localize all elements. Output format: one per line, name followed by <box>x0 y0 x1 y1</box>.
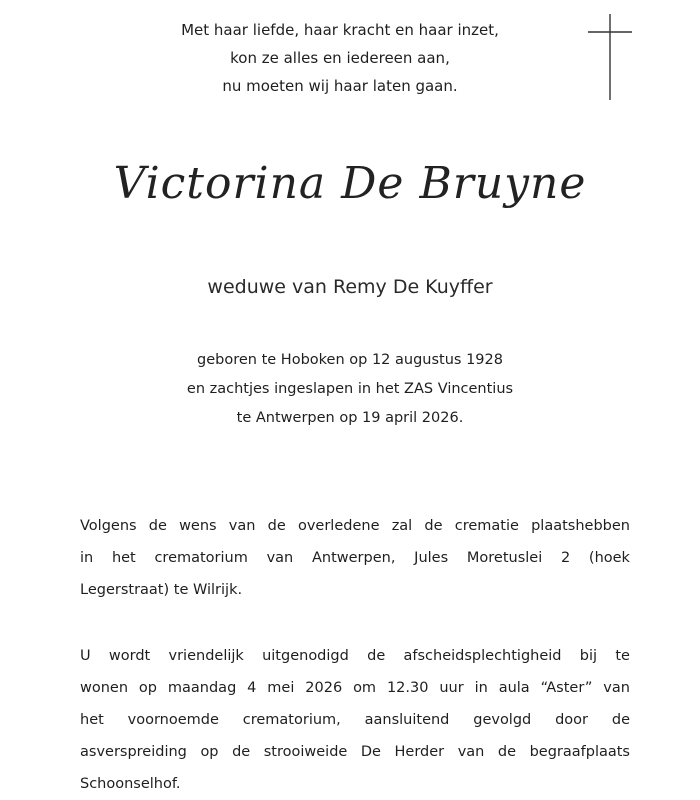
poem-line-1: Met haar liefde, haar kracht en haar inzet, <box>181 21 499 39</box>
invitation-line-1: U wordt vriendelijk uitgenodigd de afscheidsplechtigheid bij te <box>80 648 630 664</box>
widow-of-line: weduwe van Remy De Kuyffer <box>207 276 493 298</box>
deceased-name: Victorina De Bruyne <box>113 158 587 209</box>
poem-verse <box>150 16 530 100</box>
invitation-line-2: wonen op maandag 4 mei 2026 om 12.30 uur in aula “Aster” van <box>80 680 630 696</box>
poem-line-3: nu moeten wij haar laten gaan. <box>222 77 458 95</box>
cremation-paragraph <box>80 510 630 606</box>
birth-line-1: geboren te Hoboken op 12 augustus 1928 <box>197 352 503 368</box>
cremation-line-2: in het crematorium van Antwerpen, Jules Moretuslei 2 (hoek <box>80 550 630 566</box>
invitation-line-3: het voornoemde crematorium, aansluitend gevolgd door de <box>80 712 630 728</box>
birth-line-3: te Antwerpen op 19 april 2026. <box>236 410 464 426</box>
cremation-line-1: Volgens de wens van de overledene zal de crematie plaatshebben <box>80 518 630 534</box>
invitation-line-4: asverspreiding op de strooiweide De Herder van de begraafplaats <box>80 744 630 760</box>
invitation-paragraph <box>80 640 630 800</box>
birth-death-details <box>150 346 550 433</box>
cremation-line-3: Legerstraat) te Wilrijk. <box>80 582 243 598</box>
cross-icon <box>588 14 632 100</box>
invitation-line-5: Schoonselhof. <box>80 776 181 792</box>
poem-line-2: kon ze alles en iedereen aan, <box>230 49 450 67</box>
birth-line-2: en zachtjes ingeslapen in het ZAS Vincentius <box>186 381 514 397</box>
